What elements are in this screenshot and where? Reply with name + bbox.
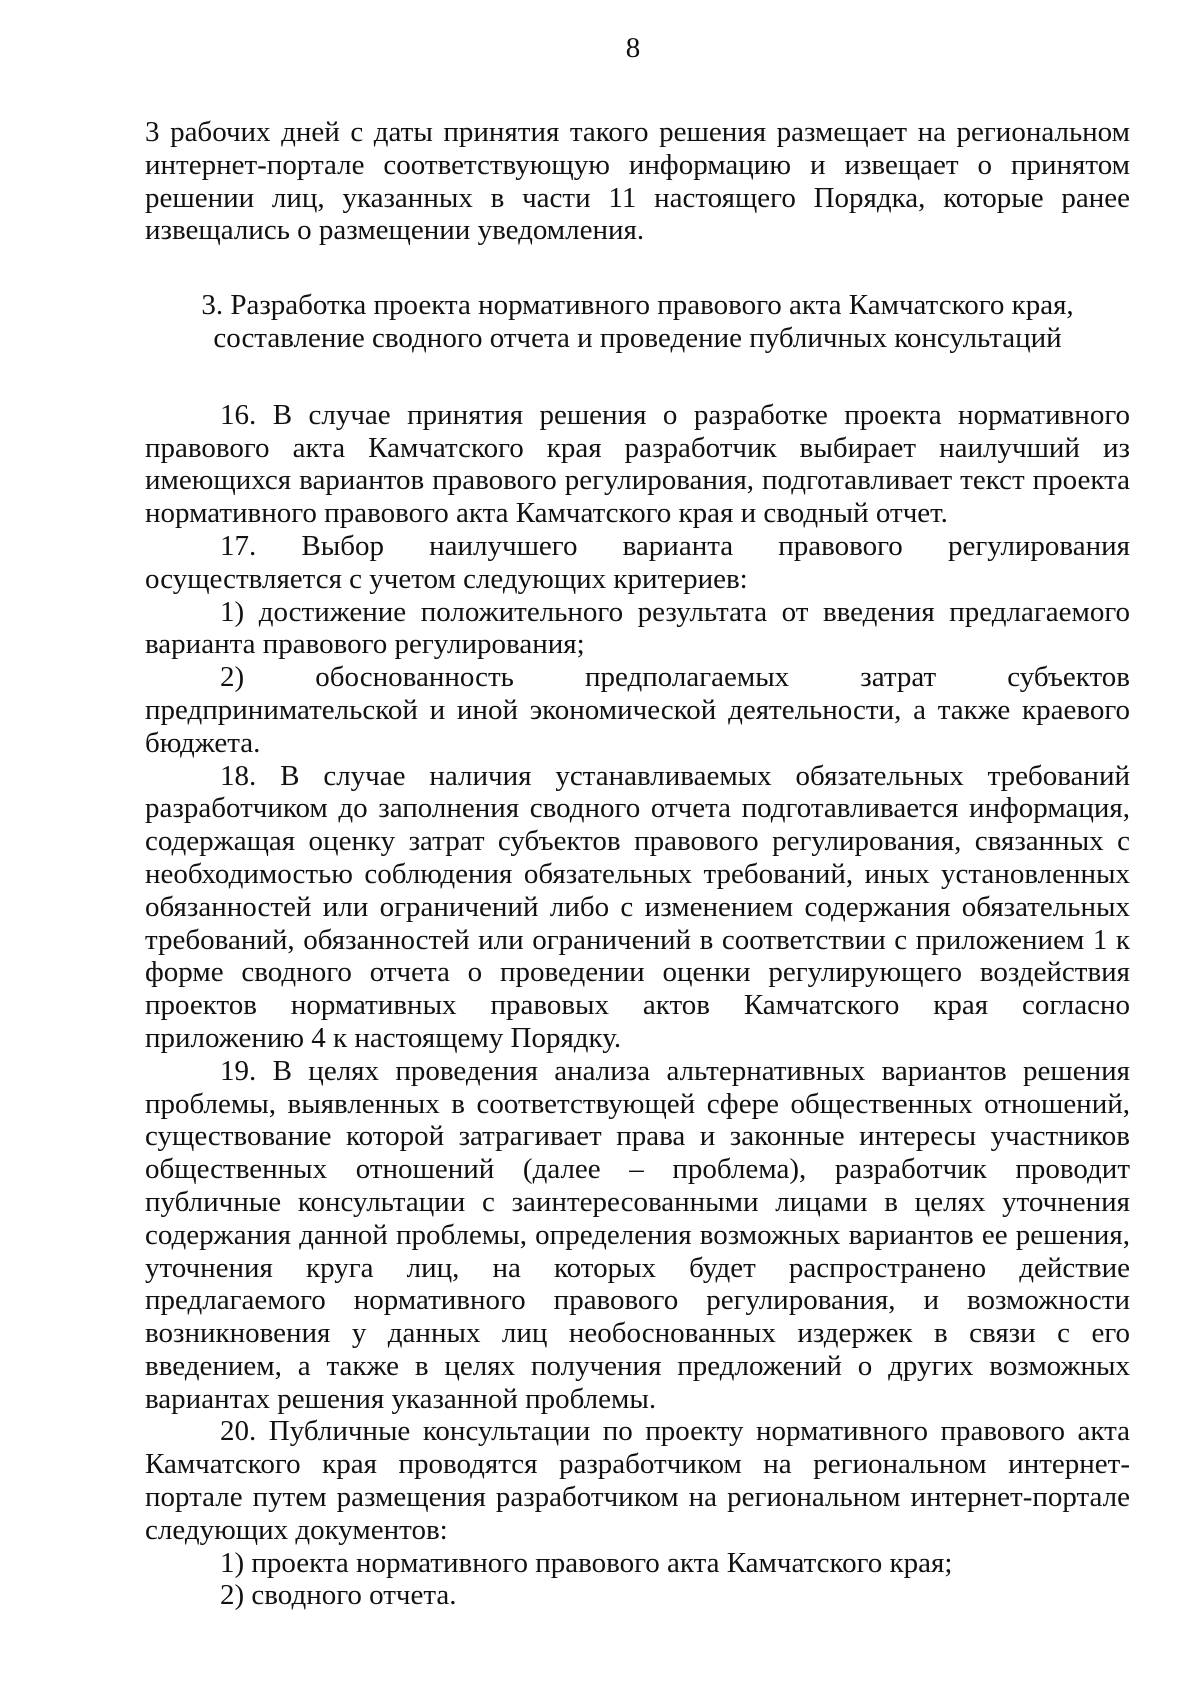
section-heading bbox=[145, 289, 1130, 355]
paragraph-18: 18. В случае наличия устанавливаемых обязательных требований разработчиком до заполнения сводного отчета подготавливается информация, содержащая оценку затрат субъектов правового регулирования, связанных с необходимостью соблюдения обязательных требований, иных установленных обязанностей или ограничений либо с изменением содержания обязательных требований, обязанностей или ограничений в соответствии с приложением 1 к форме сводного отчета о проведении оценки регулирующего воздействия проектов нормативных правовых актов Камчатского края согласно приложению 4 к настоящему Порядку. bbox=[145, 759, 1130, 1054]
paragraph-20-item-1: 1) проекта нормативного правового акта Камчатского края; bbox=[220, 1546, 953, 1579]
paragraph-19: 19. В целях проведения анализа альтернативных вариантов решения проблемы, выявленных в соответствующей сфере общественных отношений, существование которой затрагивает права и законные интересы участников общественных отношений (далее – проблема), разработчик проводит публичные консультации с заинтересованными лицами в целях уточнения содержания данной проблемы, определения возможных вариантов ее решения, уточнения круга лиц, на которых будет распространено действие предлагаемого нормативного правового регулирования, и возможности возникновения у данных лиц необоснованных издержек в связи с его введением, а также в целях получения предложений о других возможных вариантах решения указанной проблемы. bbox=[145, 1054, 1130, 1415]
section-heading-line-2: составление сводного отчета и проведение публичных консультаций bbox=[213, 321, 1062, 354]
paragraph-17: 17. Выбор наилучшего варианта правового регулирования осуществляется с учетом следующих критериев: bbox=[145, 529, 1130, 595]
page-number: 8 bbox=[625, 32, 641, 64]
paragraph-20-item-2: 2) сводного отчета. bbox=[220, 1579, 457, 1612]
section-heading-line-1: 3. Разработка проекта нормативного правового акта Камчатского края, bbox=[201, 289, 1074, 322]
paragraph-20: 20. Публичные консультации по проекту нормативного правового акта Камчатского края проводятся разработчиком на региональном интернет-портале путем размещения разработчиком на региональном интернет-портале следующих документов: bbox=[145, 1415, 1130, 1546]
paragraph-17-item-1: 1) достижение положительного результата от введения предлагаемого варианта правового регулирования; bbox=[145, 595, 1130, 661]
paragraph-16: 16. В случае принятия решения о разработке проекта нормативного правового акта Камчатского края разработчик выбирает наилучший из имеющихся вариантов правового регулирования, подготавливает текст проекта нормативного правового акта Камчатского края и сводный отчет. bbox=[145, 398, 1130, 530]
document-body bbox=[145, 116, 1130, 1612]
paragraph-17-item-2: 2) обоснованность предполагаемых затрат субъектов предпринимательской и иной экономической деятельности, а также краевого бюджета. bbox=[145, 661, 1130, 759]
paragraph-intro: 3 рабочих дней с даты принятия такого решения размещает на региональном интернет-портале соответствующую информацию и извещает о принятом решении лиц, указанных в части 11 настоящего Порядка, которые ранее извещались о размещении уведомления. bbox=[145, 116, 1130, 247]
